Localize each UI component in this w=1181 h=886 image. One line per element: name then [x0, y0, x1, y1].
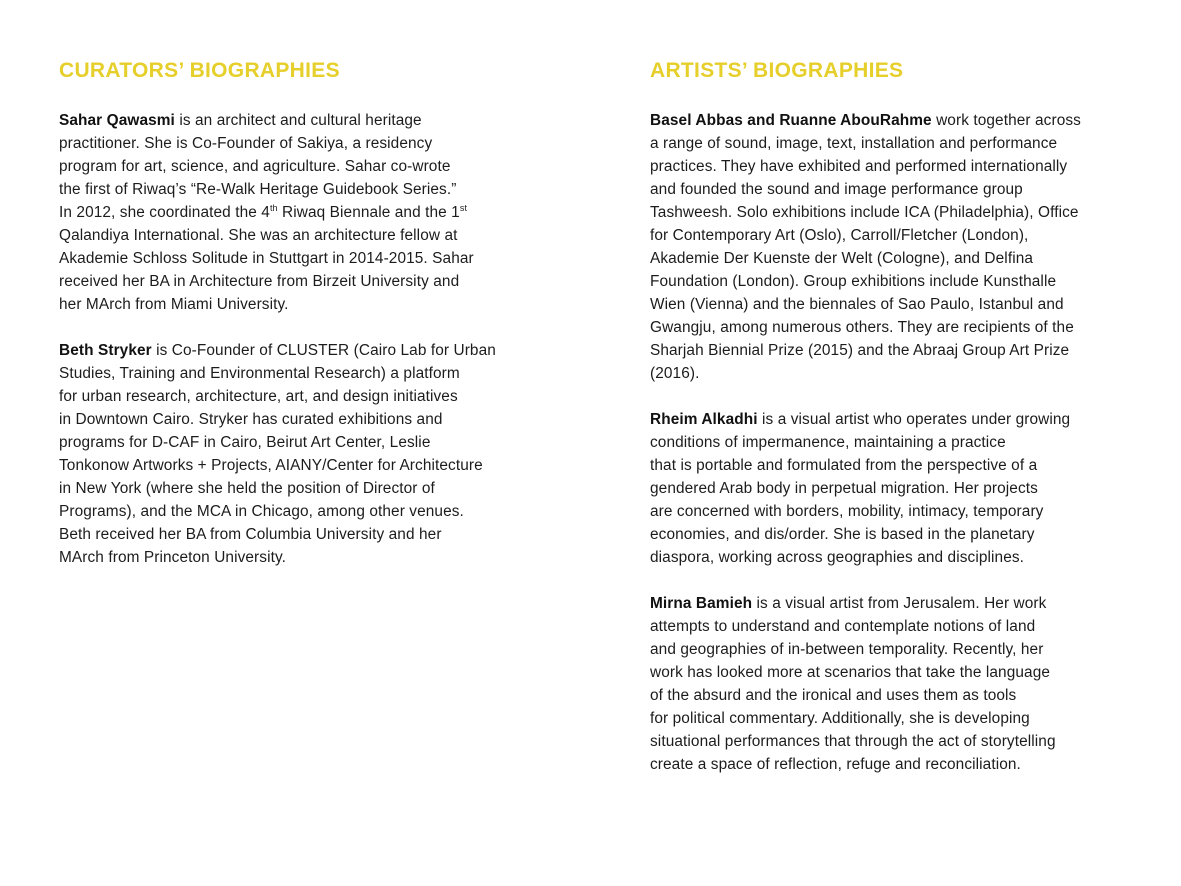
- bio-name: Rheim Alkadhi: [650, 411, 758, 428]
- bio-name: Sahar Qawasmi: [59, 112, 175, 129]
- bio-basel-abbas-ruanne-abourahme: Basel Abbas and Ruanne AbouRahme work together across a range of sound, image, text, installation and performance practices. They have exhibited and performed internationally and founded the sound and image performance group Tashweesh. Solo exhibitions include ICA (Philadelphia), Office for Contemporary Art (Oslo), Carroll/Fletcher (London), Akademie Der Kuenste der Welt (Cologne), and Delfina Foundation (London). Group exhibitions include Kunsthalle Wien (Vienna) and the biennales of Sao Paulo, Istanbul and Gwangju, among numerous others. They are recipients of the Sharjah Biennial Prize (2015) and the Abraaj Group Art Prize (2016).: [650, 112, 1081, 382]
- curators-column: [59, 58, 539, 592]
- bio-rheim-alkadhi: Rheim Alkadhi is a visual artist who operates under growing conditions of impermanence, maintaining a practice that is portable and formulated from the perspective of a gendered Arab body in perpetual migration. Her projects are concerned with borders, mobility, intimacy, temporary economies, and dis/order. She is based in the planetary diaspora, working across geographies and disciplines.: [650, 411, 1071, 566]
- bio-sahar-qawasmi: Sahar Qawasmi is an architect and cultural heritage practitioner. She is Co-Founder of Sakiya, a residency program for art, science, and agriculture. Sahar co-wrote the first of Riwaq’s “Re-Walk Heritage Guidebook Series.” In 2012, she coordinated the 4th Riwaq Biennale and the 1st Qalandiya International. She was an architecture fellow at Akademie Schloss Solitude in Stuttgart in 2014-2015. Sahar received her BA in Architecture from Birzeit University and her MArch from Miami University.: [59, 112, 474, 313]
- bio-name: Mirna Bamieh: [650, 595, 753, 612]
- bio-mirna-bamieh: Mirna Bamieh is a visual artist from Jerusalem. Her work attempts to understand and contemplate notions of land and geographies of in-between temporality. Recently, her work has looked more at scenarios that take the language of the absurd and the ironical and uses them as tools for political commentary. Additionally, she is developing situational performances that through the act of storytelling create a space of reflection, refuge and reconciliation.: [650, 595, 1056, 773]
- artists-heading: ARTISTS’ BIOGRAPHIES: [650, 59, 904, 82]
- curators-heading: CURATORS’ BIOGRAPHIES: [59, 59, 340, 82]
- bio-beth-stryker: Beth Stryker is Co-Founder of CLUSTER (Cairo Lab for Urban Studies, Training and Environmental Research) a platform for urban research, architecture, art, and design initiatives in Downtown Cairo. Stryker has curated exhibitions and programs for D-CAF in Cairo, Beirut Art Center, Leslie Tonkonow Artworks + Projects, AIANY/Center for Architecture in New York (where she held the position of Director of Programs), and the MCA in Chicago, among other venues. Beth received her BA from Columbia University and her MArch from Princeton University.: [59, 342, 496, 566]
- bio-name: Beth Stryker: [59, 342, 152, 359]
- artists-column: [650, 58, 1140, 799]
- bio-name: Basel Abbas and Ruanne AbouRahme: [650, 112, 932, 129]
